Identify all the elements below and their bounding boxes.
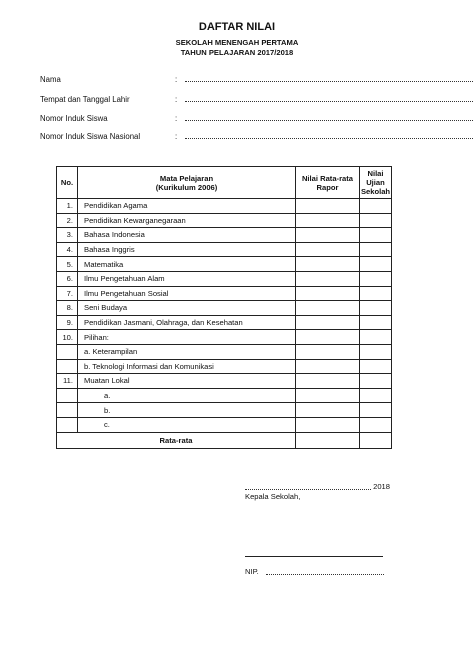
header-subject	[78, 167, 296, 199]
subject-name: a. Keterampilan	[78, 344, 296, 359]
row-number: 3.	[57, 228, 78, 243]
school-exam-cell[interactable]	[360, 228, 392, 243]
table-row	[57, 344, 392, 359]
report-average-cell[interactable]	[296, 330, 360, 345]
subject-name: Ilmu Pengetahuan Sosial	[78, 286, 296, 301]
report-average-cell[interactable]	[296, 315, 360, 330]
school-exam-cell[interactable]	[360, 403, 392, 418]
field-label: Nomor Induk Siswa Nasional	[40, 132, 141, 141]
row-number: 8.	[57, 301, 78, 316]
field-label: Tempat dan Tanggal Lahir	[40, 95, 130, 104]
subject-name: Ilmu Pengetahuan Alam	[78, 271, 296, 286]
row-number	[57, 417, 78, 432]
row-number: 1.	[57, 199, 78, 214]
field-label: Nama	[40, 75, 61, 84]
school-exam-cell[interactable]	[360, 213, 392, 228]
table-row	[57, 374, 392, 389]
signature-date-field[interactable]	[245, 482, 390, 492]
report-average-cell[interactable]	[296, 301, 360, 316]
dotted-fill-line	[185, 138, 474, 139]
table-row	[57, 257, 392, 272]
subject-name: Pilihan:	[78, 330, 296, 345]
table-row	[57, 286, 392, 301]
table-row	[57, 330, 392, 345]
subject-name: Pendidikan Jasmani, Olahraga, dan Kesehatan	[78, 315, 296, 330]
dotted-fill-line	[185, 81, 474, 82]
table-row	[57, 388, 392, 403]
header-report-average-line1: Nilai Rata-rata	[301, 173, 354, 183]
nip-field[interactable]	[245, 567, 385, 577]
nip-label: NIP.	[245, 567, 259, 576]
field-colon: :	[175, 95, 178, 104]
report-average-cell[interactable]	[296, 257, 360, 272]
row-number: 10.	[57, 330, 78, 345]
school-exam-cell[interactable]	[360, 257, 392, 272]
school-exam-cell[interactable]	[360, 271, 392, 286]
row-number: 7.	[57, 286, 78, 301]
row-number: 11.	[57, 374, 78, 389]
report-average-total-cell[interactable]	[296, 432, 360, 448]
school-exam-cell[interactable]	[360, 315, 392, 330]
report-average-cell[interactable]	[296, 228, 360, 243]
row-number: 9.	[57, 315, 78, 330]
subject-name: Pendidikan Agama	[78, 199, 296, 214]
subject-name: a.	[78, 388, 296, 403]
signature-year: 2018	[373, 482, 390, 491]
academic-year: TAHUN PELAJARAN 2017/2018	[180, 48, 294, 57]
school-exam-total-cell[interactable]	[360, 432, 392, 448]
header-report-average	[296, 167, 360, 199]
report-average-cell[interactable]	[296, 344, 360, 359]
header-school-exam-line1: Nilai Ujian	[366, 169, 385, 187]
report-average-cell[interactable]	[296, 403, 360, 418]
field-colon: :	[175, 75, 178, 84]
school-exam-cell[interactable]	[360, 344, 392, 359]
signature-line	[245, 556, 383, 557]
document-title: DAFTAR NILAI	[198, 21, 276, 33]
table-row	[57, 271, 392, 286]
table-row	[57, 403, 392, 418]
report-average-cell[interactable]	[296, 417, 360, 432]
table-row	[57, 199, 392, 214]
table-row	[57, 242, 392, 257]
row-number	[57, 388, 78, 403]
report-average-cell[interactable]	[296, 359, 360, 374]
school-type: SEKOLAH MENENGAH PERTAMA	[175, 38, 299, 47]
row-number	[57, 344, 78, 359]
subject-name: Seni Budaya	[78, 301, 296, 316]
table-row	[57, 213, 392, 228]
dotted-fill-line	[185, 120, 474, 121]
school-exam-cell[interactable]	[360, 286, 392, 301]
school-exam-cell[interactable]	[360, 199, 392, 214]
report-average-cell[interactable]	[296, 242, 360, 257]
report-average-cell[interactable]	[296, 286, 360, 301]
report-average-cell[interactable]	[296, 213, 360, 228]
school-exam-cell[interactable]	[360, 388, 392, 403]
subject-name: c.	[78, 417, 296, 432]
report-average-cell[interactable]	[296, 388, 360, 403]
school-exam-cell[interactable]	[360, 301, 392, 316]
dotted-fill-line	[245, 489, 385, 490]
average-label: Rata-rata	[57, 432, 296, 448]
row-number	[57, 403, 78, 418]
subject-name: Muatan Lokal	[78, 374, 296, 389]
row-number: 2.	[57, 213, 78, 228]
school-exam-cell[interactable]	[360, 330, 392, 345]
field-colon: :	[175, 114, 178, 123]
table-row	[57, 301, 392, 316]
subject-name: Bahasa Inggris	[78, 242, 296, 257]
school-exam-cell[interactable]	[360, 417, 392, 432]
table-header-row	[57, 167, 392, 199]
school-exam-cell[interactable]	[360, 374, 392, 389]
subject-name: Bahasa Indonesia	[78, 228, 296, 243]
header-report-average-line2: Rapor	[316, 182, 339, 192]
header-subject-line2: (Kurikulum 2006)	[155, 182, 218, 192]
table-row	[57, 417, 392, 432]
table-row	[57, 228, 392, 243]
principal-label: Kepala Sekolah,	[245, 492, 301, 501]
school-exam-cell[interactable]	[360, 359, 392, 374]
table-row	[57, 359, 392, 374]
report-average-cell[interactable]	[296, 199, 360, 214]
dotted-fill-line	[185, 101, 474, 102]
row-number: 6.	[57, 271, 78, 286]
dotted-fill-line	[266, 574, 384, 575]
subject-name: b. Teknologi Informasi dan Komunikasi	[78, 359, 296, 374]
field-label: Nomor Induk Siswa	[40, 114, 108, 123]
report-average-cell[interactable]	[296, 271, 360, 286]
average-row	[57, 432, 392, 448]
grades-table	[56, 166, 392, 449]
subject-name: Pendidikan Kewarganegaraan	[78, 213, 296, 228]
header-subject-line1: Mata Pelajaran	[159, 173, 214, 183]
subject-name: b.	[78, 403, 296, 418]
row-number	[57, 359, 78, 374]
subject-name: Matematika	[78, 257, 296, 272]
table-row	[57, 315, 392, 330]
field-colon: :	[175, 132, 178, 141]
row-number: 4.	[57, 242, 78, 257]
header-school-exam-line2: Sekolah	[360, 187, 391, 196]
header-school-exam	[360, 167, 392, 199]
report-average-cell[interactable]	[296, 374, 360, 389]
header-no: No.	[57, 167, 78, 199]
row-number: 5.	[57, 257, 78, 272]
school-exam-cell[interactable]	[360, 242, 392, 257]
